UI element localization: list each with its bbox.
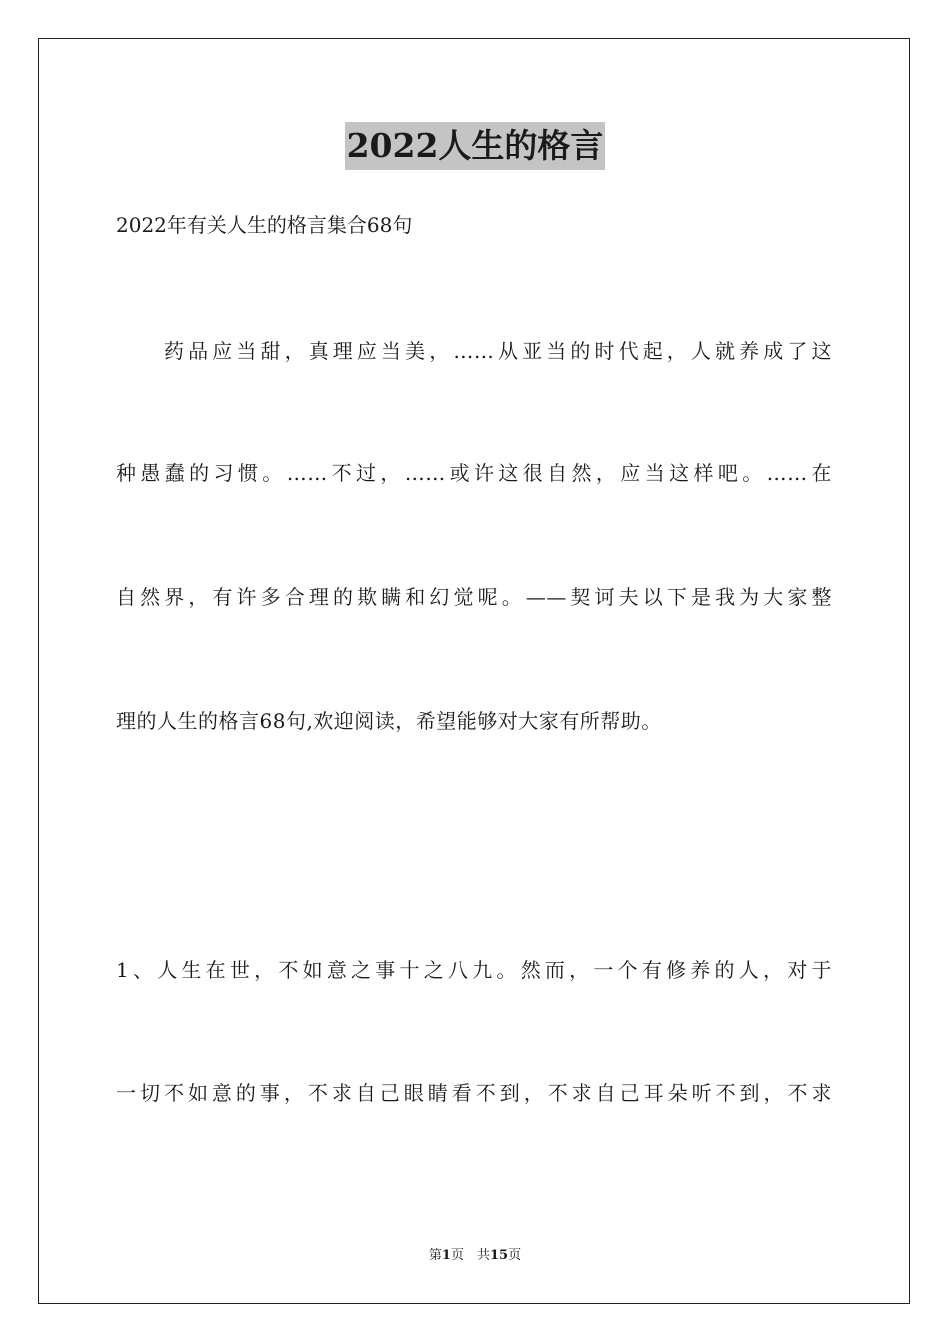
intro-paragraph-line-4: 理的人生的格言68句,欢迎阅读，希望能够对大家有所帮助。 xyxy=(116,709,662,733)
document-title: 2022人生的格言 xyxy=(345,122,606,170)
document-subtitle: 2022年有关人生的格言集合68句 xyxy=(116,213,413,237)
item-1-line-2: 一切不如意的事，不求自己眼睛看不到，不求自己耳朵听不到，不求 xyxy=(116,1081,832,1105)
footer-page-prefix: 第 xyxy=(428,1248,442,1263)
intro-paragraph-line-3: 自然界，有许多合理的欺瞒和幻觉呢。——契诃夫以下是我为大家整 xyxy=(116,585,832,609)
footer-current-page: 1 xyxy=(441,1248,451,1263)
footer-total-pages: 15 xyxy=(489,1248,509,1263)
title-container xyxy=(0,122,950,170)
item-1-line-1: 1、人生在世，不如意之事十之八九。然而，一个有修养的人，对于 xyxy=(116,958,832,982)
footer-page-mid: 页 共 xyxy=(450,1248,490,1263)
page-footer xyxy=(0,1247,950,1265)
intro-paragraph-line-2: 种愚蠢的习惯。……不过，……或许这很自然，应当这样吧。……在 xyxy=(116,461,832,485)
footer-page-suffix: 页 xyxy=(508,1248,522,1263)
intro-paragraph-line-1: 药品应当甜，真理应当美，……从亚当的时代起，人就养成了这 xyxy=(164,339,832,363)
